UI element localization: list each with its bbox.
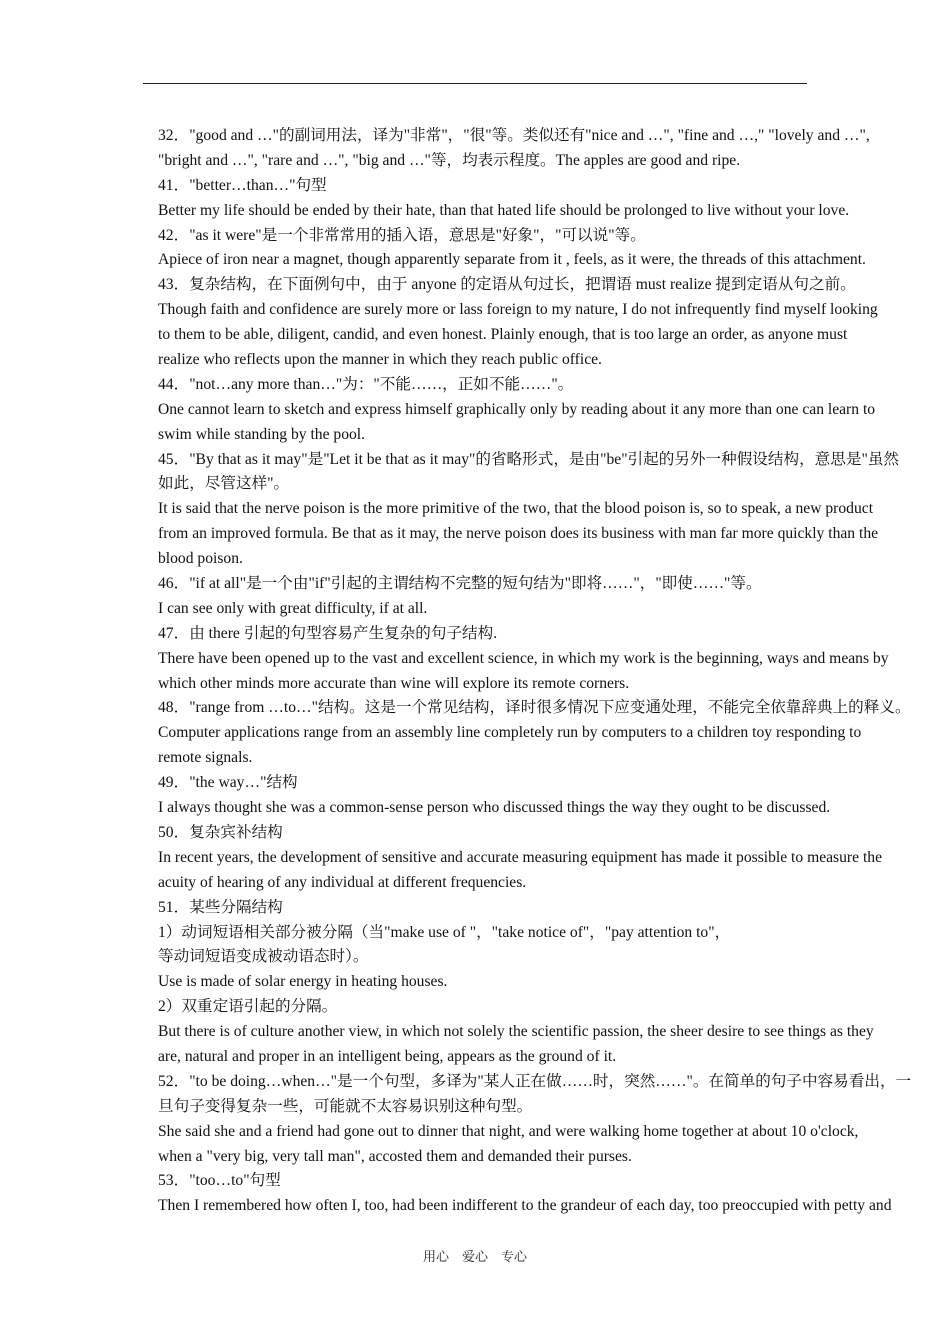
page-footer: 用心 爱心 专心 xyxy=(422,1249,527,1264)
text-line: 47．由 there 引起的句型容易产生复杂的句子结构. xyxy=(158,624,498,642)
text-line: 旦句子变得复杂一些，可能就不太容易识别这种句型。 xyxy=(158,1097,533,1115)
text-line: There have been opened up to the vast and excellent science, in which my work is the beginning, ways and means by xyxy=(158,649,889,667)
document-body xyxy=(158,124,948,1219)
text-line: 41．"better…than…"句型 xyxy=(158,176,327,194)
text-line: from an improved formula. Be that as it may, the nerve poison does its business with man far more quickly than the xyxy=(158,525,879,543)
text-line: which other minds more accurate than wine will explore its remote corners. xyxy=(158,674,630,692)
text-line: 如此，尽管这样"。 xyxy=(158,475,290,493)
text-line: 46．"if at all"是一个由"if"引起的主谓结构不完整的短句结为"即将……"，"即使……"等。 xyxy=(158,575,762,593)
text-line: Better my life should be ended by their hate, than that hated life should be prolonged to live without your love. xyxy=(158,201,850,219)
text-line: 45．"By that as it may"是"Let it be that as it may"的省略形式，是由"be"引起的另外一种假设结构，意思是"虽然 xyxy=(158,450,900,468)
text-line: acuity of hearing of any individual at different frequencies. xyxy=(158,873,527,891)
text-line: 53．"too…to"句型 xyxy=(158,1172,281,1190)
text-line: Computer applications range from an assembly line completely run by computers to a children toy responding to xyxy=(158,724,862,742)
text-line: when a "very big, very tall man", accosted them and demanded their purses. xyxy=(158,1147,632,1165)
text-line: Use is made of solar energy in heating houses. xyxy=(158,973,448,991)
text-line: She said she and a friend had gone out to dinner that night, and were walking home together at about 10 o'clock, xyxy=(158,1122,859,1140)
text-line: In recent years, the development of sensitive and accurate measuring equipment has made it possible to measure the xyxy=(158,848,882,866)
text-line: blood poison. xyxy=(158,550,243,568)
text-line: It is said that the nerve poison is the more primitive of the two, that the blood poison is, so to speak, a new product xyxy=(158,500,874,518)
text-line: Then I remembered how often I, too, had been indifferent to the grandeur of each day, too preoccupied with petty and xyxy=(158,1197,892,1215)
text-line: 等动词短语变成被动语态时）。 xyxy=(158,948,369,966)
text-line: Apiece of iron near a magnet, though apparently separate from it , feels, as it were, the threads of this attachment. xyxy=(158,251,866,269)
text-line: I can see only with great difficulty, if at all. xyxy=(158,599,428,617)
text-line: Though faith and confidence are surely more or lass foreign to my nature, I do not infrequently find myself looking xyxy=(158,301,878,319)
text-line: 43．复杂结构，在下面例句中，由于 anyone 的定语从句过长，把谓语 must realize 提到定语从句之前。 xyxy=(158,276,856,294)
text-line: are, natural and proper in an intelligent being, appears as the ground of it. xyxy=(158,1047,617,1065)
text-line: 1）动词短语相关部分被分隔（当"make use of "，"take notice of"，"pay attention to"， xyxy=(158,923,731,941)
text-line: But there is of culture another view, in which not solely the scientific passion, the sheer desire to see things as they xyxy=(158,1023,874,1041)
text-line: 52．"to be doing…when…"是一个句型，多译为"某人正在做……时，突然……"。在简单的句子中容易看出，一 xyxy=(158,1072,912,1090)
text-line: 51．某些分隔结构 xyxy=(158,898,283,916)
text-line: to them to be able, diligent, candid, and even honest. Plainly enough, that is too large an order, as anyone must xyxy=(158,326,848,344)
header-rule xyxy=(143,83,807,84)
text-line: I always thought she was a common-sense person who discussed things the way they ought to be discussed. xyxy=(158,799,831,817)
text-line: swim while standing by the pool. xyxy=(158,425,366,443)
text-line: 32．"good and …"的副词用法，译为"非常"，"很"等。类似还有"nice and …", "fine and …," "lovely and …", xyxy=(158,127,870,144)
text-line: 50．复杂宾补结构 xyxy=(158,823,283,841)
text-line: One cannot learn to sketch and express himself graphically only by reading about it any more than one can learn to xyxy=(158,400,876,418)
text-line: 2）双重定语引起的分隔。 xyxy=(158,998,338,1016)
text-line: realize who reflects upon the manner in which they reach public office. xyxy=(158,351,602,369)
text-line: 49．"the way…"结构 xyxy=(158,774,298,792)
text-line: remote signals. xyxy=(158,749,253,767)
text-line: 44．"not…any more than…"为："不能……，正如不能……"。 xyxy=(158,375,574,393)
text-line: "bright and …", "rare and …", "big and …"等，均表示程度。The apples are good and ripe. xyxy=(158,151,741,169)
text-line: 48．"range from …to…"结构。这是一个常见结构，译时很多情况下应变通处理，不能完全依靠辞典上的释义。 xyxy=(158,699,911,717)
text-line: 42．"as it were"是一个非常常用的插入语，意思是"好象"，"可以说"等。 xyxy=(158,226,646,244)
